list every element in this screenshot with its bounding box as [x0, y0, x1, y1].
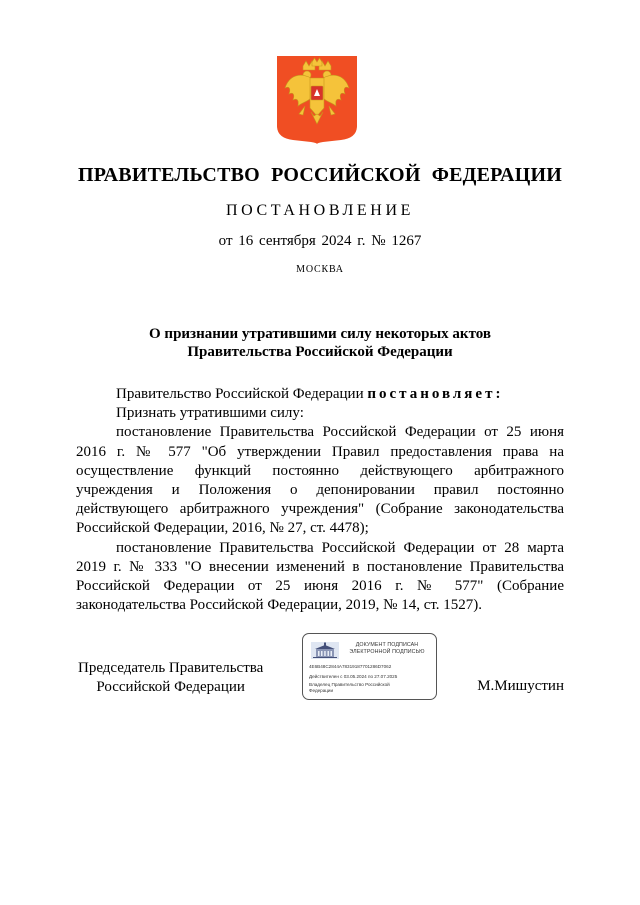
stamp-certificate: 4E6B48C2844A78319187701286D7062	[309, 664, 392, 669]
intro-verb: постановляет:	[367, 386, 504, 402]
coat-of-arms-icon	[277, 56, 357, 144]
stamp-heading-line-1: ДОКУМЕНТ ПОДПИСАН	[355, 642, 419, 648]
signatory-name: М.Мишустин	[477, 678, 564, 694]
document-body	[76, 385, 564, 615]
repealed-item-1: постановление Правительства Российской Федерации от 25 июня 2016 г. № 577 "Об утверждении Правил предоставления права на осуществление функций постоянно действующего арбитражного учреждения и Положения о депонировании правил постоянно действующего арбитражного учреждения" (Собрание законодательства Российской Федерации, 2016, № 27, ст. 4478);	[76, 424, 564, 537]
signatory-position-line-2: Российской Федерации	[96, 679, 245, 695]
stamp-owner-line-2: Федерации	[309, 688, 334, 693]
stamp-validity: Действителен с 03.05.2024 по 27.07.2025	[309, 674, 398, 679]
stamp-heading-line-2: ЭЛЕКТРОННОЙ ПОДПИСЬЮ	[349, 649, 425, 655]
document-subject	[0, 325, 640, 361]
intro-paragraph	[76, 385, 564, 404]
stamp-heading	[341, 642, 433, 656]
document-place: МОСКВА	[296, 264, 344, 275]
signatory-position	[78, 659, 263, 697]
repealed-item-2: постановление Правительства Российской Федерации от 28 марта 2019 г. № 333 "О внесении изменений в постановление Правительства Российской Федерации от 25 июня 2016 г. № 577" (Собрание законодательства Российской Федерации, 2019, № 14, ст. 1527).	[76, 539, 564, 614]
subject-line-2: Правительства Российской Федерации	[187, 344, 453, 360]
building-icon	[311, 642, 339, 659]
stamp-owner-line-1: Владелец Правительство Российской	[309, 682, 390, 687]
document-date-number: от 16 сентября 2024 г. № 1267	[218, 233, 422, 249]
government-title: ПРАВИТЕЛЬСТВО РОССИЙСКОЙ ФЕДЕРАЦИИ	[78, 164, 562, 186]
electronic-signature-stamp	[302, 633, 437, 700]
lead-paragraph: Признать утратившими силу:	[116, 405, 304, 422]
document-type: ПОСТАНОВЛЕНИЕ	[226, 202, 414, 219]
intro-text: Правительство Российской Федерации	[116, 386, 368, 402]
signatory-position-line-1: Председатель Правительства	[78, 660, 264, 676]
subject-line-1: О признании утратившими силу некоторых актов	[149, 326, 491, 342]
